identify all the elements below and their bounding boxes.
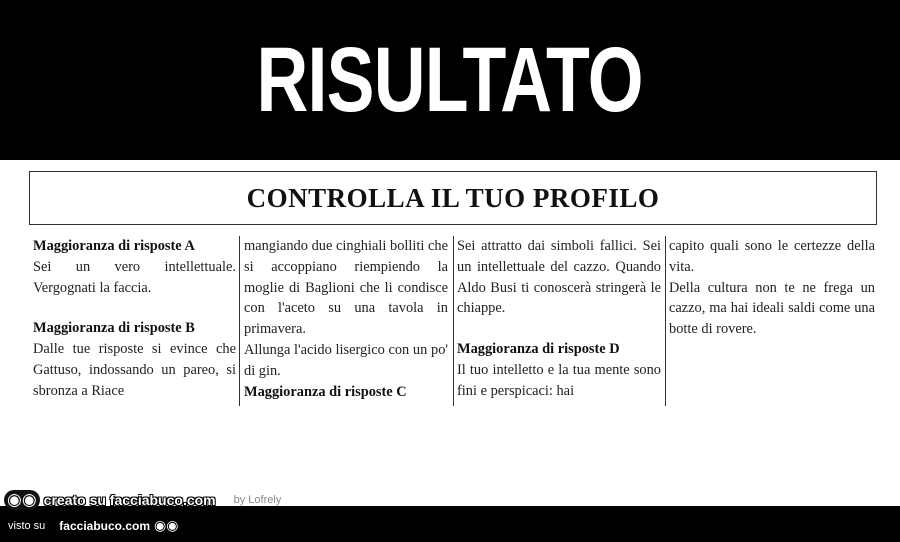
column-divider (453, 236, 454, 406)
column-1 (33, 236, 236, 402)
profile-header-box (29, 171, 877, 225)
site-link[interactable]: facciabuco.com (59, 519, 150, 533)
column-divider (239, 236, 240, 406)
column-divider (665, 236, 666, 406)
text-b-continued: mangiando due cinghiali bolliti che si accoppiano riempiendo la moglie di Baglioni che li condisce con l'aceto su una tavola in primavera. (244, 238, 448, 338)
text-d-end: Della cultura non te ne frega un cazzo, ma hai ideali saldi come una botte di rovere. (669, 279, 875, 338)
column-2 (244, 236, 448, 402)
text-b-end: Allunga l'acido lisergico con un po' di gin. (244, 341, 448, 379)
heading-a: Maggioranza di risposte A (33, 238, 195, 254)
heading-d: Maggioranza di risposte D (457, 341, 620, 358)
text-columns (33, 236, 878, 406)
column-4 (669, 236, 875, 340)
heading-c: Maggioranza di risposte C (244, 383, 407, 400)
watermark-created (0, 488, 281, 512)
text-d-continued: capito quali sono le certezze della vita. (669, 238, 875, 275)
text-d: Il tuo intelletto e la tua mente sono fini e perspicaci: hai (457, 361, 661, 399)
result-title: RISULTATO (256, 29, 644, 131)
created-on-label: creato su facciabuco.com (43, 492, 216, 508)
text-c: Sei attratto dai simboli fallici. Sei un intellettuale del cazzo. Quando Aldo Busi ti conoscerà stringerà le chiappe. (457, 238, 661, 317)
seen-on-label: visto su (8, 520, 46, 532)
top-banner (0, 0, 900, 160)
text-a: Sei un vero intellettuale. Vergognati la faccia. (33, 258, 236, 296)
heading-b: Maggioranza di risposte B (33, 320, 195, 337)
watermark-seen (8, 518, 178, 534)
column-3 (457, 236, 661, 402)
author-label: by Lofrely (233, 494, 282, 506)
profile-title: CONTROLLA IL TUO PROFILO (246, 182, 660, 213)
googly-eyes-icon: ◉◉ (154, 518, 179, 534)
googly-eyes-icon: ◉◉ (4, 490, 40, 510)
text-b: Dalle tue risposte si evince che Gattuso, indossando un pareo, si sbronza a Riace (33, 341, 236, 399)
